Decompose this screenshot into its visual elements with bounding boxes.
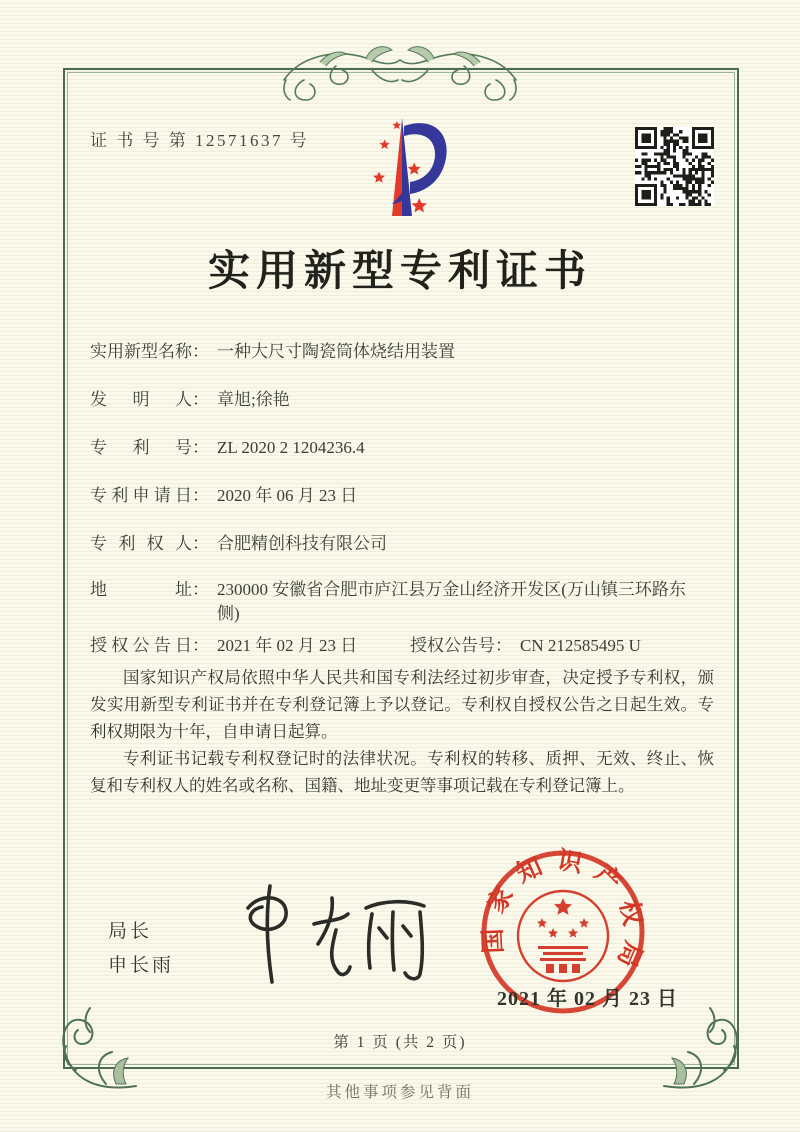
field-value: 章旭;徐艳 <box>217 390 290 409</box>
field-label: 授权公告日 <box>90 636 192 655</box>
field-row-patentee <box>90 532 387 556</box>
seal-grant-date: 2021 年 02 月 23 日 <box>497 988 678 1010</box>
field-value: 合肥精创科技有限公司 <box>217 534 387 553</box>
director-name: 申长雨 <box>108 955 175 976</box>
field-value: 2020 年 06 月 23 日 <box>217 486 358 505</box>
svg-text:国家知识产权局 <box>478 846 649 982</box>
field-row-filing-date <box>90 484 357 508</box>
back-side-note: 其他事项参见背面 <box>325 1084 474 1101</box>
field-row-name <box>90 340 455 364</box>
field-row-patent-number <box>90 436 365 460</box>
field-label: 授权公告号 <box>410 636 495 655</box>
top-flourish-ornament-icon <box>280 40 520 102</box>
director-role-label: 局长 <box>108 921 153 942</box>
page-number: 第 1 页 (共 2 页) <box>333 1034 467 1051</box>
field-value: ZL 2020 2 1204236.4 <box>217 438 365 457</box>
field-label: 专利号 <box>90 438 192 457</box>
field-colon: ： <box>192 390 209 409</box>
grant-number-group <box>410 634 641 658</box>
field-colon: ： <box>192 342 209 361</box>
grant-date-value: 2021 年 02 月 23 日 <box>217 636 358 655</box>
grant-number-value: CN 212585495 U <box>520 636 641 655</box>
field-row-grant <box>90 634 714 658</box>
seal-agency-text: 国家知识产权局 <box>479 847 649 982</box>
legal-text <box>90 664 714 799</box>
field-colon: ： <box>192 636 209 655</box>
field-colon: ： <box>192 580 209 599</box>
legal-paragraph-2: 专利证书记载专利权登记时的法律状况。专利权的转移、质押、无效、终止、恢复和专利权人的姓名或名称、国籍、地址变更等事项记载在专利登记簿上。 <box>90 749 714 795</box>
certificate-number: 证 书 号 第 12571637 号 <box>90 131 310 150</box>
field-label: 专利申请日 <box>90 486 192 505</box>
legal-paragraph-1: 国家知识产权局依照中华人民共和国专利法经过初步审查，决定授予专利权，颁发实用新型专利证书并在专利登记簿上予以登记。专利权自授权公告之日起生效。专利权期限为十年，自申请日起算。 <box>90 668 714 741</box>
field-colon: ： <box>495 636 512 655</box>
national-emblem-icon <box>518 891 608 981</box>
field-label: 地址 <box>90 580 192 599</box>
field-colon: ： <box>192 534 209 553</box>
field-label: 发明人 <box>90 390 192 409</box>
field-colon: ： <box>192 486 209 505</box>
field-label: 实用新型名称 <box>90 342 192 361</box>
field-colon: ： <box>192 438 209 457</box>
field-value: 230000 安徽省合肥市庐江县万金山经济开发区(万山镇三环路东侧) <box>217 580 686 623</box>
director-signature-handwriting <box>232 880 437 988</box>
field-label: 专利权人 <box>90 534 192 553</box>
field-row-inventor <box>90 388 290 412</box>
qr-code <box>635 127 714 206</box>
cnipa-logo-icon <box>348 112 452 224</box>
field-row-address <box>90 578 687 626</box>
field-value: 一种大尺寸陶瓷筒体烧结用装置 <box>217 342 455 361</box>
certificate-title: 实用新型专利证书 <box>207 249 592 295</box>
